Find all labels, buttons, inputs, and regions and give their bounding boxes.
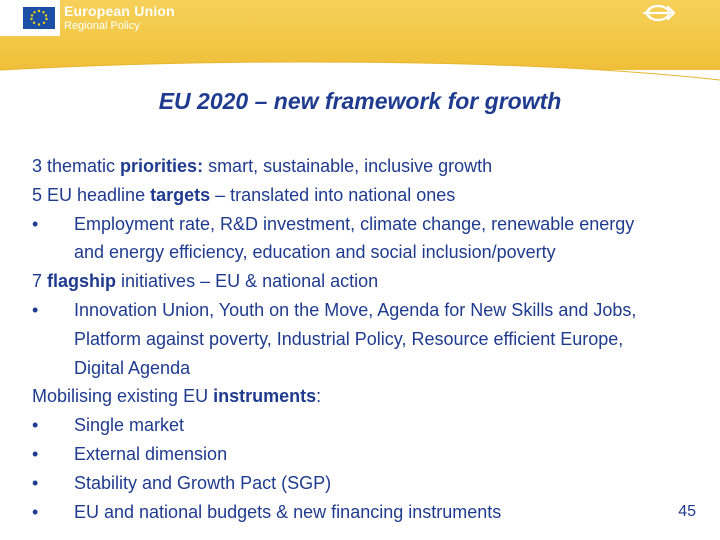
slide-body (32, 152, 712, 526)
bullet-icon: • (32, 443, 39, 464)
brand-subtitle: Regional Policy (64, 20, 140, 32)
text-line: Platform against poverty, Industrial Policy, Resource efficient Europe, (74, 328, 624, 349)
bullet-icon: • (32, 213, 39, 234)
text-line: Mobilising existing EU instruments: (32, 386, 322, 407)
text-line: 5 EU headline targets – translated into national ones (32, 184, 456, 205)
page-number: 45 (678, 503, 696, 520)
text-line: and energy efficiency, education and social inclusion/poverty (74, 242, 556, 263)
bullet-item: • Stability and Growth Pact (SGP) (32, 469, 712, 498)
bullet-item: • External dimension (32, 440, 712, 469)
eu-logo (0, 0, 60, 36)
brand-name: European Union (64, 3, 175, 19)
bullet-item: • Employment rate, R&D investment, climate change, renewable energy (32, 210, 712, 239)
bullet-icon: • (32, 472, 39, 493)
text-line: 3 thematic priorities: smart, sustainable, inclusive growth (32, 156, 493, 176)
text-line: 7 flagship initiatives – EU & national action (32, 271, 379, 292)
bullet-icon: • (32, 299, 39, 320)
slide-title: EU 2020 – new framework for growth (158, 88, 562, 114)
bullet-item: • Innovation Union, Youth on the Move, Agenda for New Skills and Jobs, (32, 296, 712, 325)
eu-flag-icon (22, 6, 56, 30)
bullet-icon: • (32, 415, 39, 436)
bullet-icon: • (32, 501, 39, 522)
bullet-item: • Single market (32, 411, 712, 440)
text-line: Digital Agenda (74, 357, 191, 378)
bullet-item: • EU and national budgets & new financing instruments (32, 498, 712, 527)
arrows-icon (640, 2, 680, 24)
